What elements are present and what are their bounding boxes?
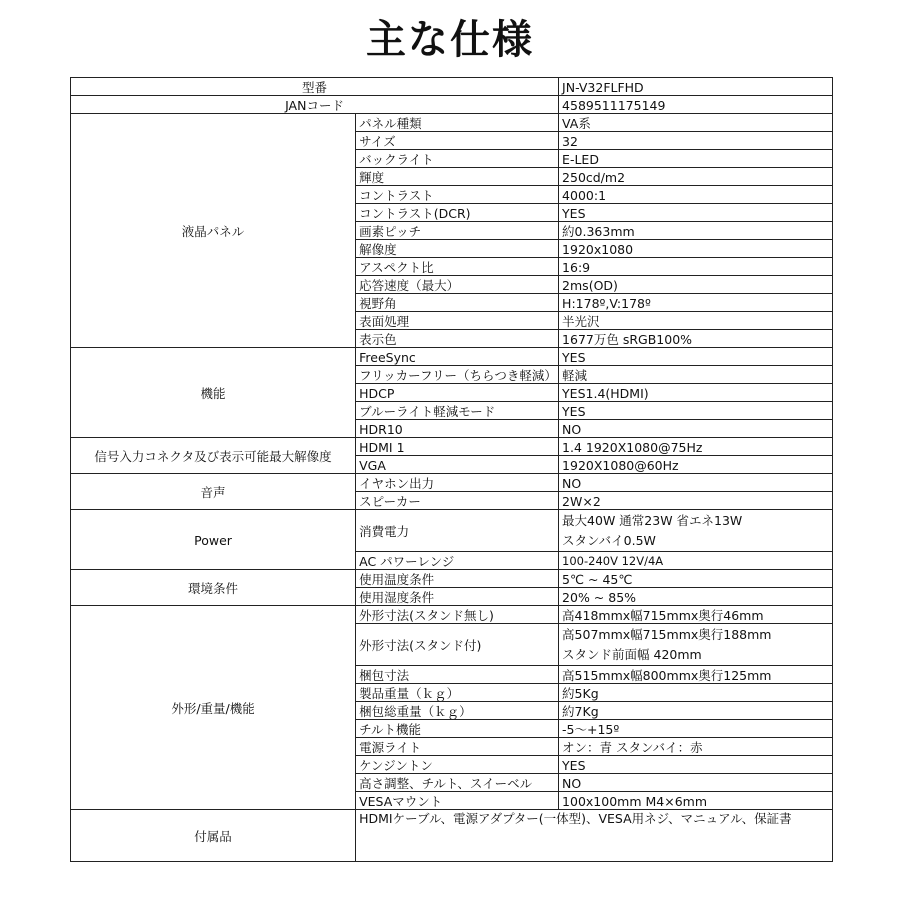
spec-value: NO [559, 774, 833, 792]
spec-label: FreeSync [356, 348, 559, 366]
table-row [71, 510, 833, 552]
spec-label: ブルーライト軽減モード [356, 402, 559, 420]
spec-value [559, 624, 833, 666]
table-row [71, 606, 833, 624]
page-title: 主な仕様 [366, 17, 534, 63]
jan-value: 4589511175149 [559, 96, 833, 114]
spec-value: 約7Kg [559, 702, 833, 720]
inputs-category: 信号入力コネクタ及び表示可能最大解像度 [71, 438, 356, 474]
panel-category: 液晶パネル [71, 114, 356, 348]
spec-value: -5～+15º [559, 720, 833, 738]
spec-table [70, 77, 833, 862]
power-category: Power [71, 510, 356, 570]
spec-value: 1.4 1920X1080@75Hz [559, 438, 833, 456]
spec-label: 高さ調整、チルト、スイーベル [356, 774, 559, 792]
model-value: JN-V32FLFHD [559, 78, 833, 96]
model-label: 型番 [71, 78, 559, 96]
spec-value: YES [559, 348, 833, 366]
spec-value: 16:9 [559, 258, 833, 276]
table-row [71, 474, 833, 492]
spec-value: 100x100mm M4×6mm [559, 792, 833, 810]
ac-range-label: AC パワーレンジ [356, 552, 559, 570]
power-consumption-label: 消費電力 [356, 510, 559, 552]
spec-label: バックライト [356, 150, 559, 168]
spec-value: H:178º,V:178º [559, 294, 833, 312]
spec-value: 1920X1080@60Hz [559, 456, 833, 474]
spec-value: 約0.363mm [559, 222, 833, 240]
spec-value: NO [559, 474, 833, 492]
spec-label: 視野角 [356, 294, 559, 312]
physical-category: 外形/重量/機能 [71, 606, 356, 810]
spec-value: 20% ~ 85% [559, 588, 833, 606]
spec-value: YES [559, 756, 833, 774]
spec-label: 電源ライト [356, 738, 559, 756]
spec-value: 2ms(OD) [559, 276, 833, 294]
spec-value: NO [559, 420, 833, 438]
spec-label: 製品重量（ｋｇ） [356, 684, 559, 702]
accessories-category: 付属品 [71, 810, 356, 862]
spec-label: HDCP [356, 384, 559, 402]
table-row [71, 438, 833, 456]
spec-value: 250cd/m2 [559, 168, 833, 186]
spec-value: 1677万色 sRGB100% [559, 330, 833, 348]
spec-label: HDR10 [356, 420, 559, 438]
spec-label: 応答速度（最大） [356, 276, 559, 294]
spec-label: コントラスト(DCR) [356, 204, 559, 222]
spec-value: E-LED [559, 150, 833, 168]
spec-label: サイズ [356, 132, 559, 150]
power-consumption-line2: スタンバイ0.5W [562, 533, 656, 548]
spec-label: VESAマウント [356, 792, 559, 810]
spec-value: 半光沢 [559, 312, 833, 330]
jan-label: JANコード [71, 96, 559, 114]
features-category: 機能 [71, 348, 356, 438]
spec-label: コントラスト [356, 186, 559, 204]
spec-label: アスペクト比 [356, 258, 559, 276]
spec-label: 使用温度条件 [356, 570, 559, 588]
spec-label: HDMI 1 [356, 438, 559, 456]
spec-label: イヤホン出力 [356, 474, 559, 492]
power-consumption-value [559, 510, 833, 552]
spec-value: 5℃ ~ 45℃ [559, 570, 833, 588]
table-row [71, 810, 833, 862]
spec-value: 2W×2 [559, 492, 833, 510]
spec-label: 梱包総重量（ｋｇ） [356, 702, 559, 720]
power-consumption-line1: 最大40W 通常23W 省エネ13W [562, 513, 743, 528]
spec-value: VA系 [559, 114, 833, 132]
table-row [71, 348, 833, 366]
spec-label: 解像度 [356, 240, 559, 258]
table-row [71, 114, 833, 132]
spec-value: YES [559, 402, 833, 420]
spec-label: VGA [356, 456, 559, 474]
spec-label: チルト機能 [356, 720, 559, 738]
spec-value: 1920x1080 [559, 240, 833, 258]
spec-value: 高418mmx幅715mmx奥行46mm [559, 606, 833, 624]
spec-label: パネル種類 [356, 114, 559, 132]
spec-label: 画素ピッチ [356, 222, 559, 240]
spec-label: 使用湿度条件 [356, 588, 559, 606]
audio-category: 音声 [71, 474, 356, 510]
table-row [71, 570, 833, 588]
environment-category: 環境条件 [71, 570, 356, 606]
spec-value: 高515mmx幅800mmx奥行125mm [559, 666, 833, 684]
ac-range-value: 100-240V 12V/4A [559, 552, 833, 570]
spec-label: フリッカーフリー（ちらつき軽減） [356, 366, 559, 384]
spec-value: YES1.4(HDMI) [559, 384, 833, 402]
spec-label: 外形寸法(スタンド無し) [356, 606, 559, 624]
spec-value: 軽減 [559, 366, 833, 384]
spec-value: YES [559, 204, 833, 222]
dims-stand-line1: 高507mmx幅715mmx奥行188mm [562, 627, 772, 642]
spec-label: 表示色 [356, 330, 559, 348]
table-row [71, 96, 833, 114]
spec-label: 梱包寸法 [356, 666, 559, 684]
spec-label: 表面処理 [356, 312, 559, 330]
table-row [71, 78, 833, 96]
spec-value: 約5Kg [559, 684, 833, 702]
dims-stand-line2: スタンド前面幅 420mm [562, 647, 702, 662]
spec-label: 輝度 [356, 168, 559, 186]
accessories-value: HDMIケーブル、電源アダプター(一体型)、VESA用ネジ、マニュアル、保証書 [356, 810, 833, 862]
spec-label: スピーカー [356, 492, 559, 510]
spec-value: 32 [559, 132, 833, 150]
spec-value: 4000:1 [559, 186, 833, 204]
spec-label: ケンジントン [356, 756, 559, 774]
spec-label: 外形寸法(スタンド付) [356, 624, 559, 666]
spec-value: オン：青 スタンバイ：赤 [559, 738, 833, 756]
